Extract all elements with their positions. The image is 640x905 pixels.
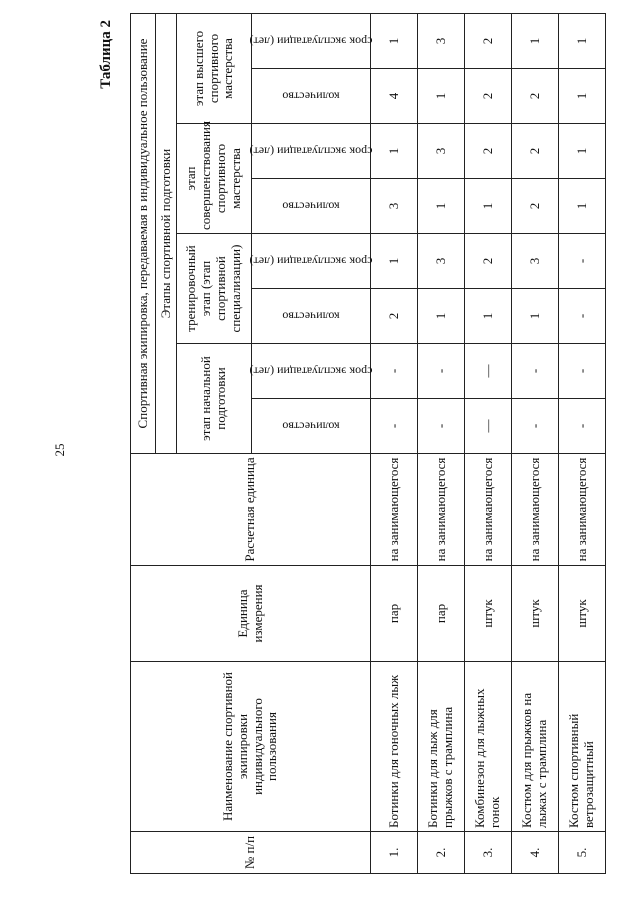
row-value: 2 <box>512 124 559 179</box>
header-qty: количество <box>282 419 340 434</box>
header-term: срок эксплуатации (лет) <box>249 254 373 269</box>
row-value: 1 <box>371 14 418 69</box>
row-num: 5. <box>559 832 606 874</box>
row-value: 3 <box>371 179 418 234</box>
row-value: - <box>559 234 606 289</box>
header-stage-initial: этап начальной подготовки <box>177 344 252 454</box>
row-value: 1 <box>418 289 465 344</box>
row-unit: штук <box>559 566 606 662</box>
table-label: Таблица 2 <box>98 20 114 89</box>
row-value: 1 <box>512 14 559 69</box>
rotated-page-content <box>92 14 596 874</box>
row-name: Костюм для прыжков на лыжах с трамплина <box>512 662 559 832</box>
table-row <box>559 14 606 874</box>
row-calc: на занимающегося <box>465 454 512 566</box>
row-value: 2 <box>465 234 512 289</box>
header-unit: Единица измерения <box>131 566 371 662</box>
row-value: - <box>559 289 606 344</box>
header-group-title: Спортивная экипировка, передаваемая в индивидуальное пользование <box>131 14 156 454</box>
row-unit: пар <box>371 566 418 662</box>
header-stage-training: тренировочный этап (этап спортивной специализации) <box>177 234 252 344</box>
row-value: 2 <box>512 179 559 234</box>
row-value: 1 <box>371 124 418 179</box>
row-value: 1 <box>559 124 606 179</box>
row-value: 1 <box>512 289 559 344</box>
row-value: 1 <box>465 289 512 344</box>
header-calc: Расчетная единица <box>131 454 371 566</box>
header-qty-cell <box>252 399 371 454</box>
header-term-cell <box>249 344 373 399</box>
header-term-cell <box>249 234 373 289</box>
header-stage-improvement: этап совершенствования спортивного мастерства <box>177 124 252 234</box>
header-qty-cell <box>252 179 371 234</box>
table-row <box>512 14 559 874</box>
row-value: 4 <box>371 69 418 124</box>
row-value: 2 <box>465 14 512 69</box>
row-value: - <box>418 344 465 399</box>
row-value: 1 <box>418 179 465 234</box>
page-number: 25 <box>52 443 67 457</box>
header-num: № п/п <box>131 832 371 874</box>
row-value: 2 <box>371 289 418 344</box>
row-unit: штук <box>512 566 559 662</box>
row-name: Костюм спортивный ветрозащитный <box>559 662 606 832</box>
row-value: 1 <box>371 234 418 289</box>
row-unit: пар <box>418 566 465 662</box>
row-value: 1 <box>418 69 465 124</box>
row-value: 3 <box>418 14 465 69</box>
row-value: — <box>465 344 512 399</box>
header-qty: количество <box>282 309 340 324</box>
header-qty: количество <box>282 199 340 214</box>
row-num: 1. <box>371 832 418 874</box>
row-value: - <box>559 344 606 399</box>
row-value: 2 <box>465 124 512 179</box>
table-row <box>418 14 465 874</box>
row-unit: штук <box>465 566 512 662</box>
table-row <box>371 14 418 874</box>
row-value: 3 <box>418 124 465 179</box>
row-value: 1 <box>559 69 606 124</box>
row-value: 1 <box>559 179 606 234</box>
row-num: 2. <box>418 832 465 874</box>
row-value: - <box>512 399 559 454</box>
header-qty-cell <box>252 69 371 124</box>
header-term: срок эксплуатации (лет) <box>249 144 373 159</box>
row-value: - <box>371 344 418 399</box>
row-calc: на занимающегося <box>559 454 606 566</box>
header-qty: количество <box>282 89 340 104</box>
row-value: - <box>512 344 559 399</box>
row-calc: на занимающегося <box>371 454 418 566</box>
row-name: Ботинки для лыж для прыжков с трамплина <box>418 662 465 832</box>
header-term: срок эксплуатации (лет) <box>249 364 373 379</box>
row-value: - <box>371 399 418 454</box>
row-value: - <box>418 399 465 454</box>
header-stage-highest: этап высшего спортивного мастерства <box>177 14 252 124</box>
row-num: 3. <box>465 832 512 874</box>
header-stages-title: Этапы спортивной подготовки <box>156 14 177 454</box>
row-value: 3 <box>418 234 465 289</box>
header-term-cell <box>249 14 373 69</box>
header-term: срок эксплуатации (лет) <box>249 34 373 49</box>
row-value: 1 <box>559 14 606 69</box>
row-name: Ботинки для гоночных лыж <box>371 662 418 832</box>
row-value: 3 <box>512 234 559 289</box>
header-qty-cell <box>252 289 371 344</box>
header-term-cell <box>249 124 373 179</box>
row-value: 1 <box>465 179 512 234</box>
row-num: 4. <box>512 832 559 874</box>
row-value: — <box>465 399 512 454</box>
row-calc: на занимающегося <box>512 454 559 566</box>
header-name: Наименование спортивной экипировки индивидуального пользования <box>131 662 371 832</box>
row-calc: на занимающегося <box>418 454 465 566</box>
row-value: 2 <box>512 69 559 124</box>
equipment-table <box>130 13 606 874</box>
row-value: - <box>559 399 606 454</box>
table-row <box>465 14 512 874</box>
row-value: 2 <box>465 69 512 124</box>
row-name: Комбинезон для лыжных гонок <box>465 662 512 832</box>
